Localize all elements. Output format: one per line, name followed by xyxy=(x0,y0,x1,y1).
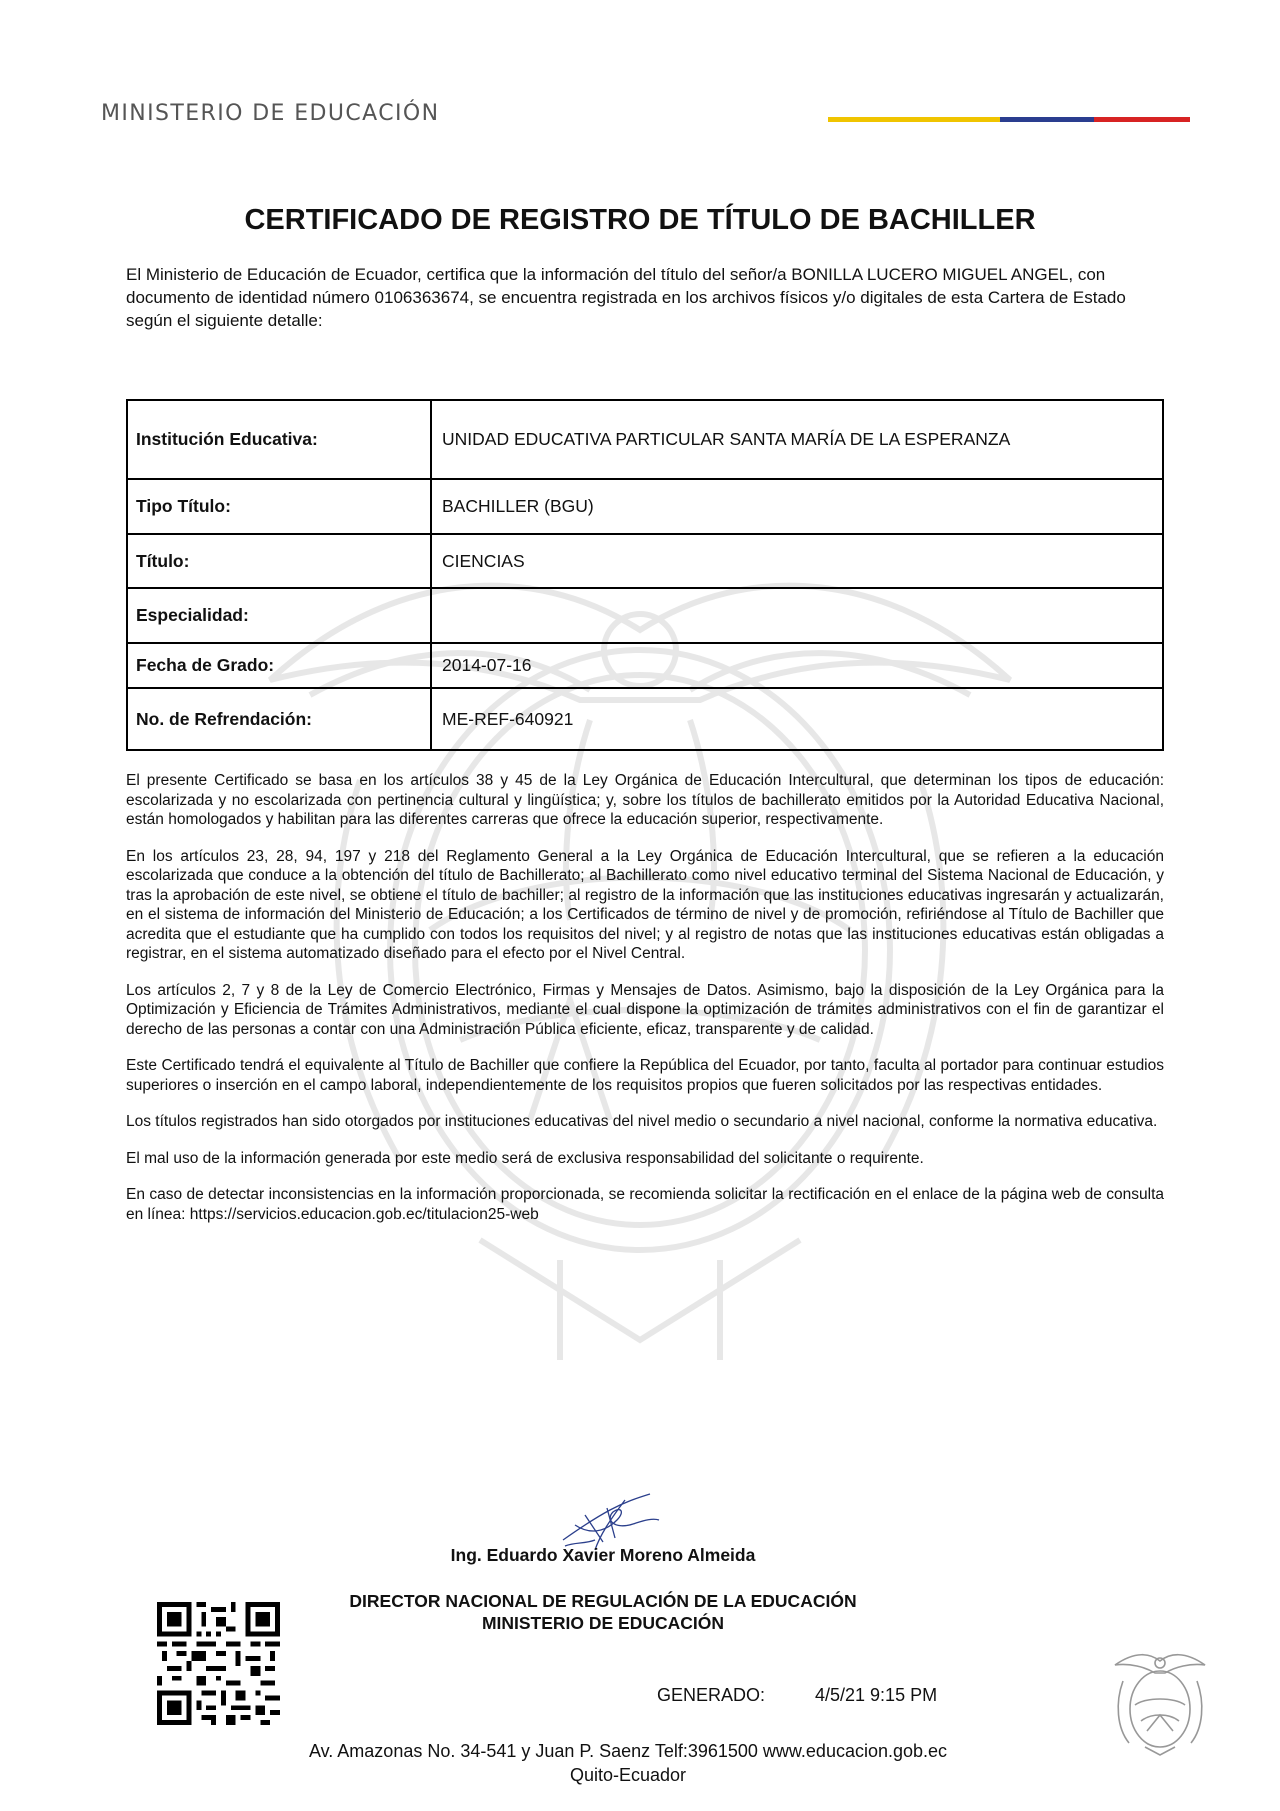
row-label: Institución Educativa: xyxy=(127,400,431,479)
row-value: ME-REF-640921 xyxy=(431,688,1163,750)
title-details-table xyxy=(126,399,1164,751)
document-title: CERTIFICADO DE REGISTRO DE TÍTULO DE BACHILLER xyxy=(244,204,1036,236)
flag-stripe-yellow xyxy=(828,117,1000,122)
table-row xyxy=(127,400,1163,479)
ministry-header: MINISTERIO DE EDUCACIÓN xyxy=(101,101,440,126)
table-row xyxy=(127,688,1163,750)
flag-stripe-red xyxy=(1094,117,1190,122)
table-row xyxy=(127,534,1163,588)
row-label: Fecha de Grado: xyxy=(127,643,431,688)
row-label: Tipo Título: xyxy=(127,479,431,534)
row-value xyxy=(431,588,1163,643)
paragraph: Este Certificado tendrá el equivalente al Título de Bachiller que confiere la República del Ecuador, por tanto, faculta al portador para continuar estudios superiores o inserción en el campo laboral, independientemente de los requisitos propios que fueren solicitados por las respectivas entidades. xyxy=(126,1057,1164,1094)
table-row xyxy=(127,643,1163,688)
qr-code-icon xyxy=(157,1602,280,1725)
generated-datetime: 4/5/21 9:15 PM xyxy=(815,1685,938,1705)
row-value: UNIDAD EDUCATIVA PARTICULAR SANTA MARÍA DE LA ESPERANZA xyxy=(431,400,1163,479)
row-label: Título: xyxy=(127,534,431,588)
paragraph: En caso de detectar inconsistencias en la información proporcionada, se recomienda solicitar la rectificación en el enlace de la página web de consulta en línea: https://servicios.educacion.gob.ec/titulacion25-web xyxy=(126,1186,1164,1223)
legal-text xyxy=(126,771,1164,1241)
paragraph: Los artículos 2, 7 y 8 de la Ley de Comercio Electrónico, Firmas y Mensajes de Datos. Asimismo, bajo la disposición de la Ley Orgánica para la Optimización y Eficiencia de Trámites Administrativos, mediante el cual dispone la optimización de trámites administrativos con el fin de garantizar el derecho de las personas a contar con una Administración Pública eficiente, eficaz, transparente y de calidad. xyxy=(126,981,1164,1038)
row-label: No. de Refrendación: xyxy=(127,688,431,750)
generated-label: GENERADO: xyxy=(657,1685,766,1705)
row-value: BACHILLER (BGU) xyxy=(431,479,1163,534)
signer-name: Ing. Eduardo Xavier Moreno Almeida xyxy=(450,1545,756,1565)
table-row xyxy=(127,479,1163,534)
paragraph: El mal uso de la información generada por este medio será de exclusiva responsabilidad del solicitante o requirente. xyxy=(126,1149,924,1167)
signer-role-line: DIRECTOR NACIONAL DE REGULACIÓN DE LA EDUCACIÓN xyxy=(349,1591,857,1611)
paragraph: Los títulos registrados han sido otorgados por instituciones educativas del nivel medio o secundario a nivel nacional, conforme la normativa educativa. xyxy=(126,1113,1158,1130)
flag-stripe-blue xyxy=(1000,117,1094,122)
paragraph: El presente Certificado se basa en los artículos 38 y 45 de la Ley Orgánica de Educación Intercultural, que determinan los tipos de educación: escolarizada y no escolarizada con pertinencia cultural y lingüística; y, sobre los títulos de bachillerato emitidos por la Autoridad Educativa Nacional, están homologados y habilitan para las diferentes carreras que ofrece la educación superior, respectivamente. xyxy=(126,772,1164,828)
row-value: CIENCIAS xyxy=(431,534,1163,588)
footer-city: Quito-Ecuador xyxy=(569,1765,687,1785)
table-row xyxy=(127,588,1163,643)
paragraph: En los artículos 23, 28, 94, 197 y 218 del Reglamento General a la Ley Orgánica de Educación Intercultural, que se refieren a la educación escolarizada que conduce a la obtención del título de Bachillerato; al Bachillerato como nivel educativo terminal del Sistema Nacional de Educación, y tras la aprobación de este nivel, se obtiene el título de bachiller; al registro de la información que las instituciones educativas ingresarán y actualizarán, en el sistema de información del Ministerio de Educación; a los Certificados de término de nivel y de promoción, refiriéndose al Título de Bachiller que acredita que el estudiante que ha cumplido con todos los requisitos del nivel; y al registro de notas que las instituciones educativas están obligadas a registrar, en el sistema automatizado diseñado para el efecto por el Nivel Central. xyxy=(126,847,1164,962)
footer-address: Av. Amazonas No. 34-541 y Juan P. Saenz Telf:3961500 www.educacion.gob.ec xyxy=(308,1741,948,1761)
intro-paragraph: El Ministerio de Educación de Ecuador, certifica que la información del título del señor/a BONILLA LUCERO MIGUEL ANGEL, con documento de identidad número 0106363674, se encuentra registrada en los archivos físicos y/o digitales de esta Cartera de Estado según el siguiente detalle: xyxy=(126,265,1126,330)
row-value: 2014-07-16 xyxy=(431,643,1163,688)
row-label: Especialidad: xyxy=(127,588,431,643)
signer-institution: MINISTERIO DE EDUCACIÓN xyxy=(481,1613,725,1633)
